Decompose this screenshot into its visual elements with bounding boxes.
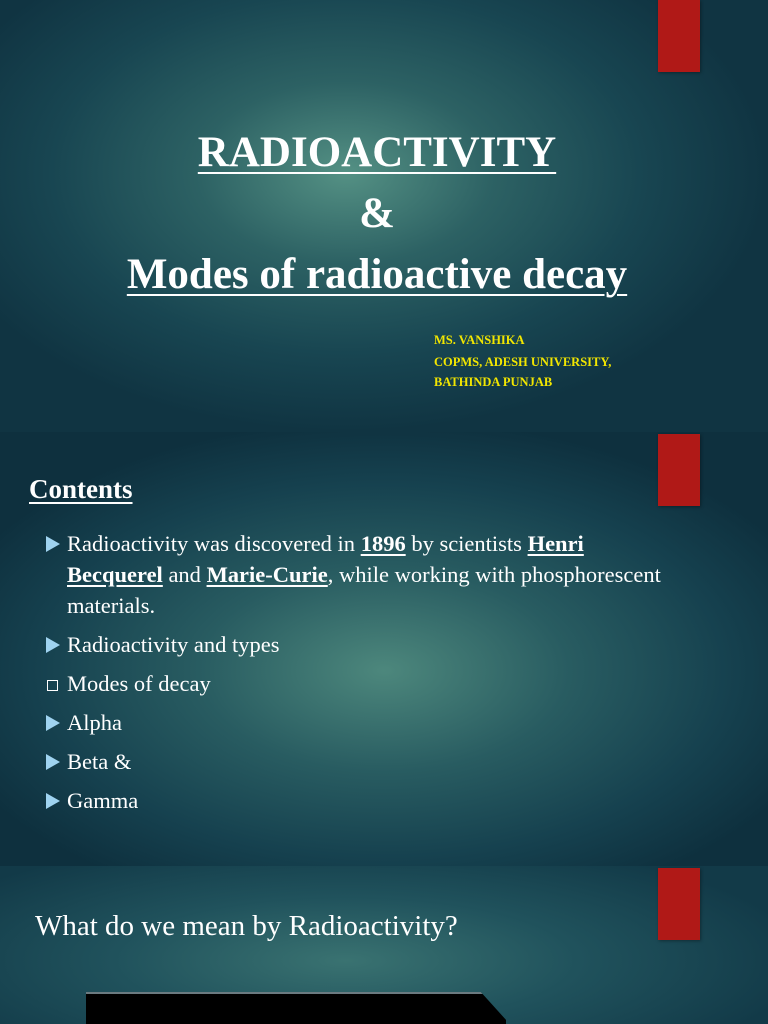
- triangle-bullet-icon: [46, 715, 60, 731]
- author-block: [434, 330, 611, 392]
- title-line-2: &: [359, 190, 395, 237]
- list-item: [44, 707, 684, 738]
- list-item: [44, 629, 684, 660]
- red-accent-tab: [658, 0, 700, 72]
- title-slide: [0, 0, 768, 432]
- year-highlight: 1896: [360, 531, 406, 556]
- bullet-text: Alpha: [67, 710, 122, 735]
- list-item: [44, 785, 684, 816]
- contents-list: [44, 528, 684, 824]
- triangle-bullet-icon: [46, 536, 60, 552]
- bullet-text: Beta &: [67, 749, 132, 774]
- question-heading: What do we mean by Radioactivity?: [35, 910, 458, 942]
- contents-slide: [0, 432, 768, 866]
- list-item: [44, 528, 684, 621]
- scientist-name: Henri Becquerel: [67, 531, 584, 587]
- author-affiliation-2: BATHINDA PUNJAB: [434, 375, 553, 389]
- triangle-bullet-icon: [46, 793, 60, 809]
- triangle-bullet-icon: [46, 754, 60, 770]
- list-item: [44, 746, 684, 777]
- title-line-1: RADIOACTIVITY: [197, 129, 557, 176]
- bullet-text: Gamma: [67, 788, 139, 813]
- bullet-text: Radioactivity was discovered in: [67, 531, 361, 556]
- list-item: [44, 668, 684, 699]
- bullet-text: and: [162, 562, 207, 587]
- triangle-bullet-icon: [46, 637, 60, 653]
- contents-heading: Contents: [29, 474, 133, 504]
- slide-title: [0, 122, 754, 305]
- question-slide: [0, 866, 768, 1024]
- red-accent-tab: [658, 868, 700, 940]
- bullet-text: by scientists: [405, 531, 528, 556]
- square-bullet-icon: [47, 680, 58, 691]
- content-box: [86, 992, 506, 1024]
- author-affiliation-1: COPMS, ADESH UNIVERSITY,: [434, 355, 612, 369]
- scientist-name: Marie-Curie: [206, 562, 328, 587]
- bullet-text: Modes of decay: [67, 671, 211, 696]
- red-accent-tab: [658, 434, 700, 506]
- bullet-text: , while working with phosphorescent materials.: [67, 562, 661, 618]
- bullet-text: Radioactivity and types: [67, 632, 280, 657]
- title-line-3: Modes of radioactive decay: [126, 251, 628, 298]
- author-name: MS. VANSHIKA: [434, 333, 525, 347]
